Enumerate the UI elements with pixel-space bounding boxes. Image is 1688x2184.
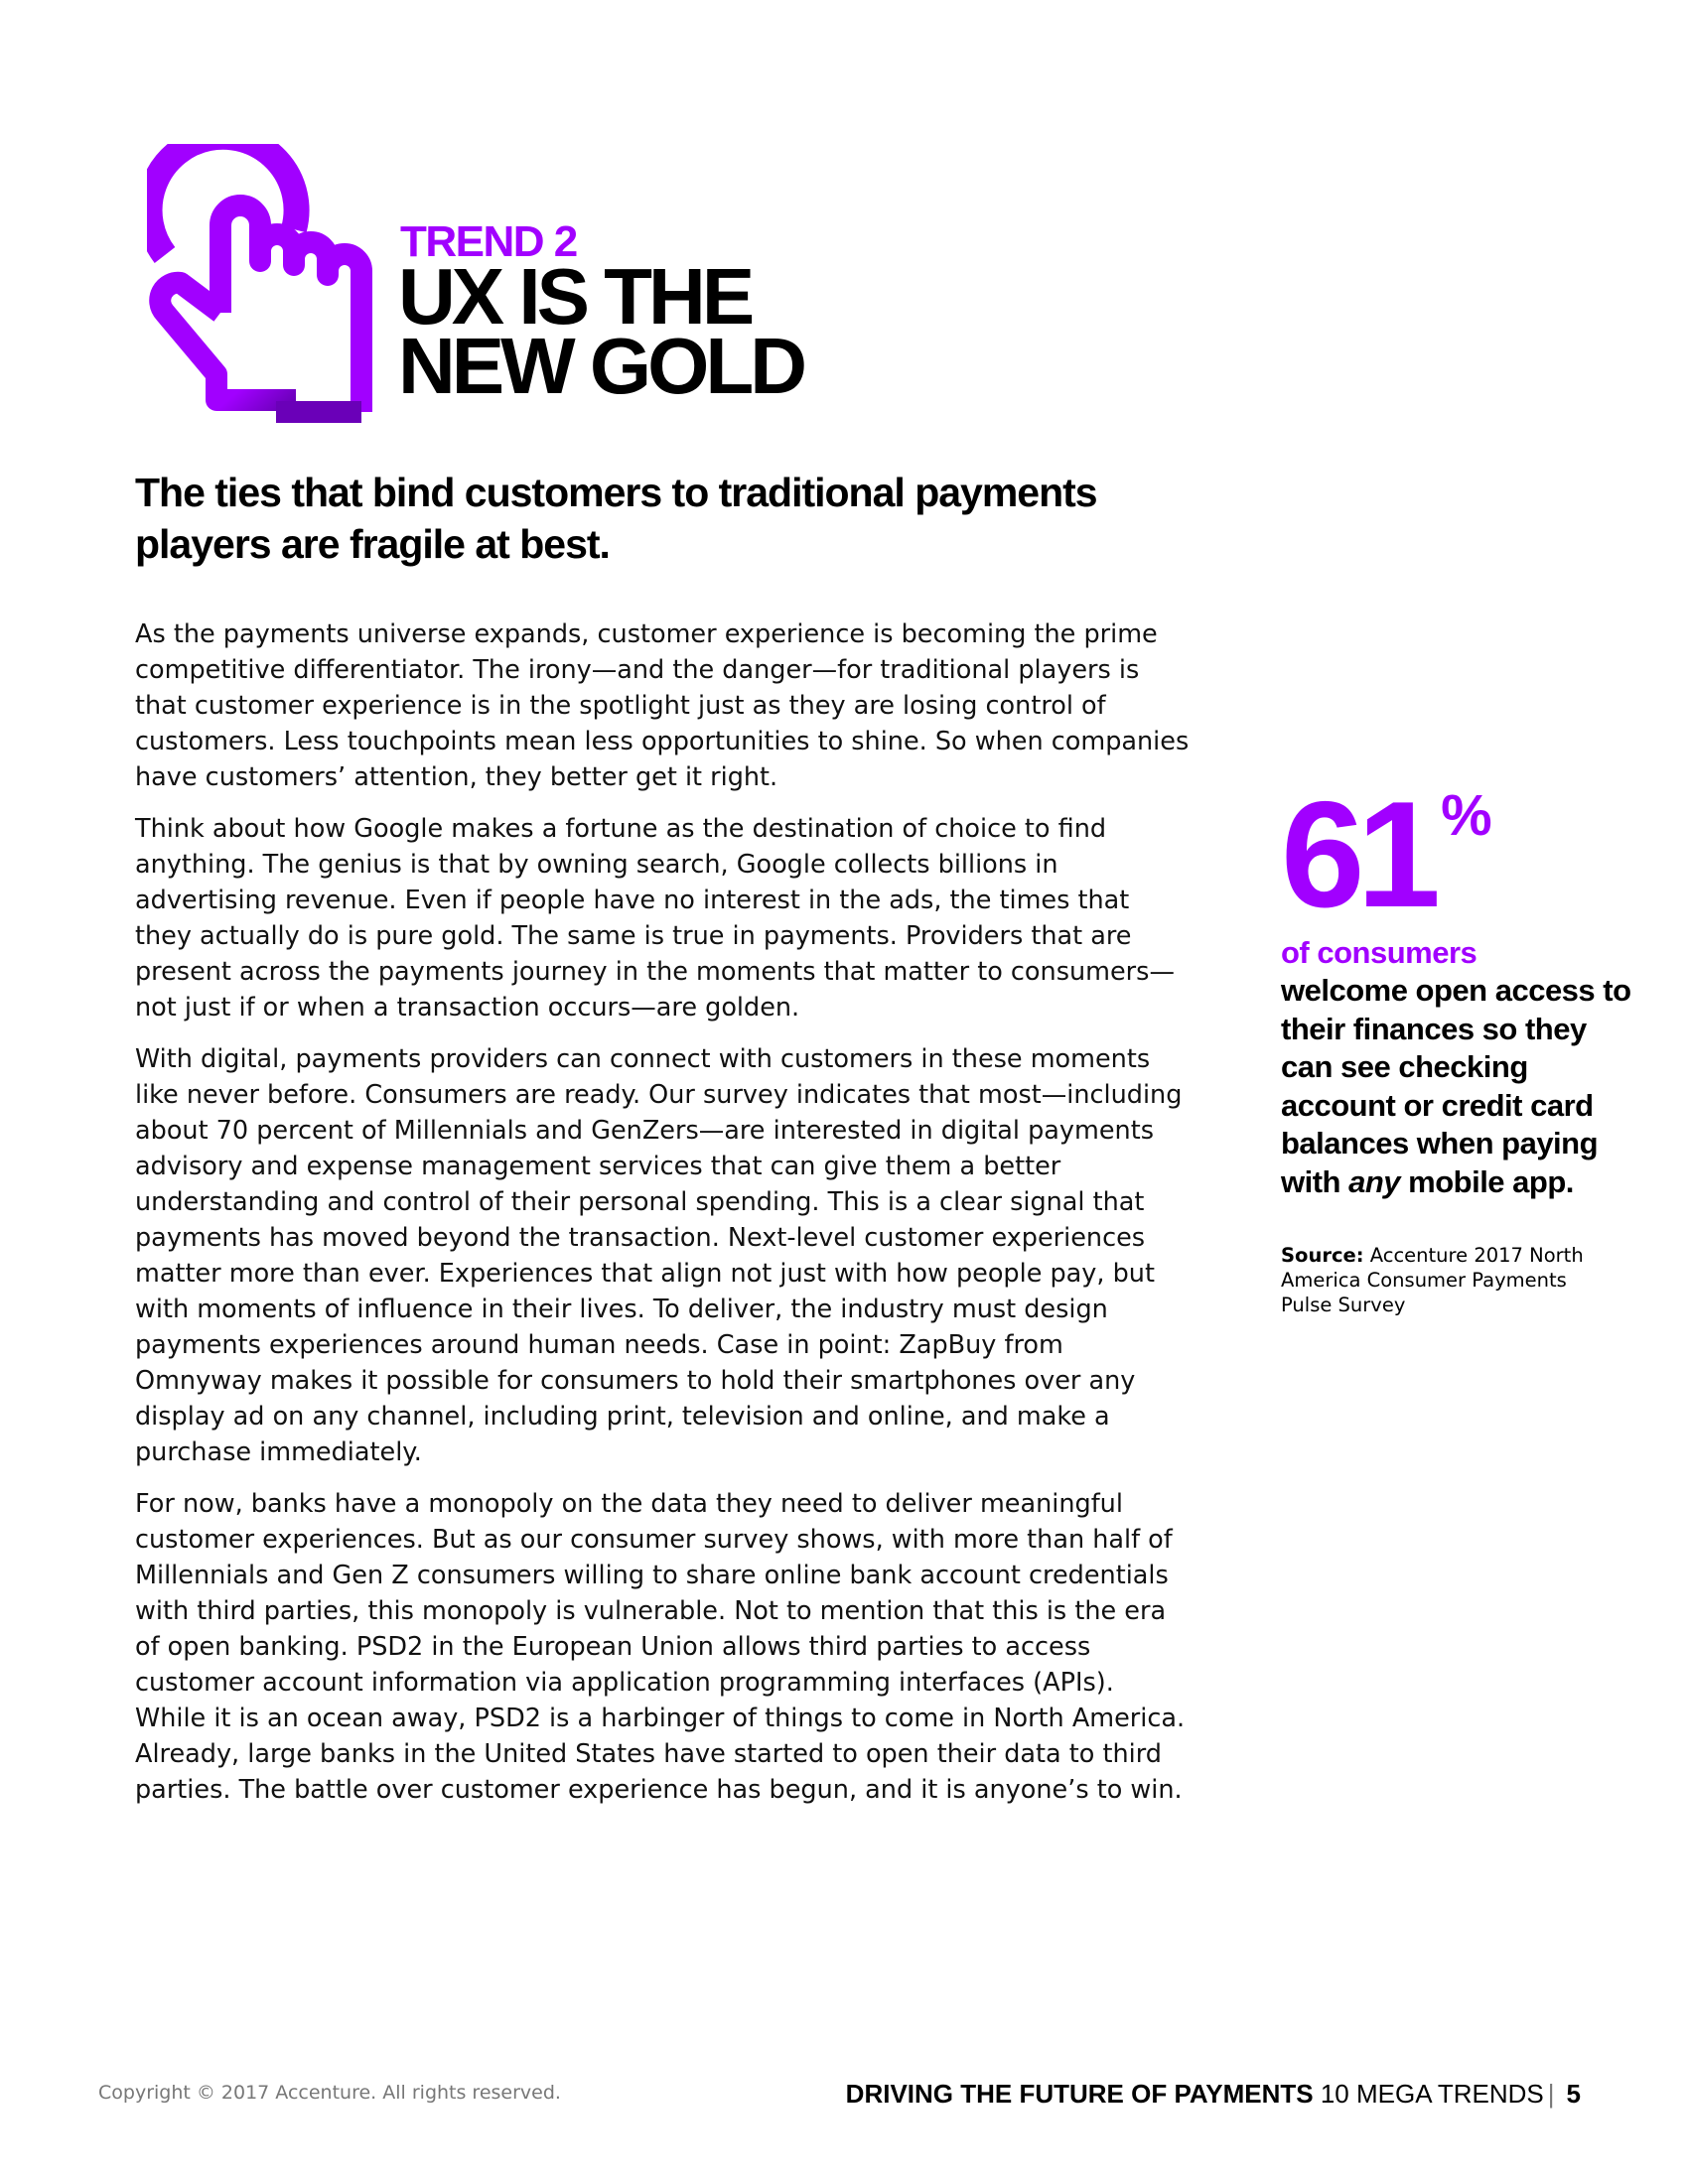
stat-text-before: welcome open access to their finances so they can see checking account or credit card balances when paying with	[1281, 973, 1631, 1199]
body-paragraph: Think about how Google makes a fortune as the destination of choice to find anything. The genius is that by owning search, Google collects billions in advertising revenue. Even if people have no interest in the ads, the times that they actually do is pure gold. The same is true in payments. Providers that are present across the payments journey in the moments that matter to consumers—not just if or when a transaction occurs—are golden.	[135, 814, 1175, 1023]
stat-lead: of consumers	[1281, 935, 1477, 970]
stat-text-emphasis: any	[1348, 1163, 1401, 1199]
page-number: 5	[1566, 2079, 1581, 2109]
trend-label: TREND 2	[400, 217, 577, 266]
stat-text	[1281, 972, 1638, 1201]
body-paragraph: For now, banks have a monopoly on the data they need to deliver meaningful customer experiences. But as our consumer survey shows, with more than half of Millennials and Gen Z consumers willing to share online bank account credentials with third parties, this monopoly is vulnerable. Not to mention that this is the era of open banking. PSD2 in the European Union allows third parties to access customer account information via application programming interfaces (APIs). While it is an ocean away, PSD2 is a harbinger of things to come in North America. Already, large banks in the United States have started to open their data to third parties. The battle over customer experience has begun, and it is anyone’s to win.	[135, 1489, 1186, 1805]
copyright: Copyright © 2017 Accenture. All rights reserved.	[98, 2082, 561, 2104]
source-label: Source:	[1281, 1244, 1364, 1267]
footer-title	[846, 2078, 1581, 2110]
stat-value: 61	[1281, 770, 1434, 939]
stat-text-after: mobile app.	[1400, 1163, 1574, 1199]
footer-separator: |	[1547, 2079, 1555, 2109]
trend-title-line1: UX IS THE	[398, 252, 752, 341]
body-paragraph: As the payments universe expands, customer experience is becoming the prime competitive differentiator. The irony—and the danger—for traditional players is that customer experience is in the spotlight just as they are losing control of customers. Less touchpoints mean less opportunities to shine. So when companies have customers’ attention, they better get it right.	[135, 619, 1190, 792]
trend-title	[398, 252, 803, 410]
stat-number	[1281, 770, 1638, 939]
body-text	[135, 616, 1190, 1824]
body-paragraph: With digital, payments providers can connect with customers in these moments like never before. Consumers are ready. Our survey indicates that most—including about 70 percent of Millennials and GenZers—are interested in digital payments advisory and expense management services that can give them a better understanding and control of their personal spending. This is a clear signal that payments has moved beyond the transaction. Next-level customer experiences matter more than ever. Experiences that align not just with how people pay, but with moments of influence in their lives. To deliver, the industry must design payments experiences around human needs. Case in point: ZapBuy from Omnyway makes it possible for consumers to hold their smartphones over any display ad on any channel, including print, television and online, and make a purchase immediately.	[135, 1044, 1183, 1467]
stat-callout	[1281, 770, 1638, 1317]
stat-unit: %	[1441, 783, 1492, 848]
subhead: The ties that bind customers to traditional payments players are fragile at best.	[135, 470, 1097, 567]
source-note	[1281, 1243, 1618, 1317]
doc-subtitle: 10 MEGA TRENDS	[1320, 2079, 1544, 2109]
trend-title-line2: NEW GOLD	[398, 322, 803, 410]
source-text: Accenture 2017 North America Consumer Payments Pulse Survey	[1281, 1244, 1584, 1316]
doc-title: DRIVING THE FUTURE OF PAYMENTS	[845, 2079, 1314, 2109]
pointing-hand-icon	[147, 144, 373, 424]
